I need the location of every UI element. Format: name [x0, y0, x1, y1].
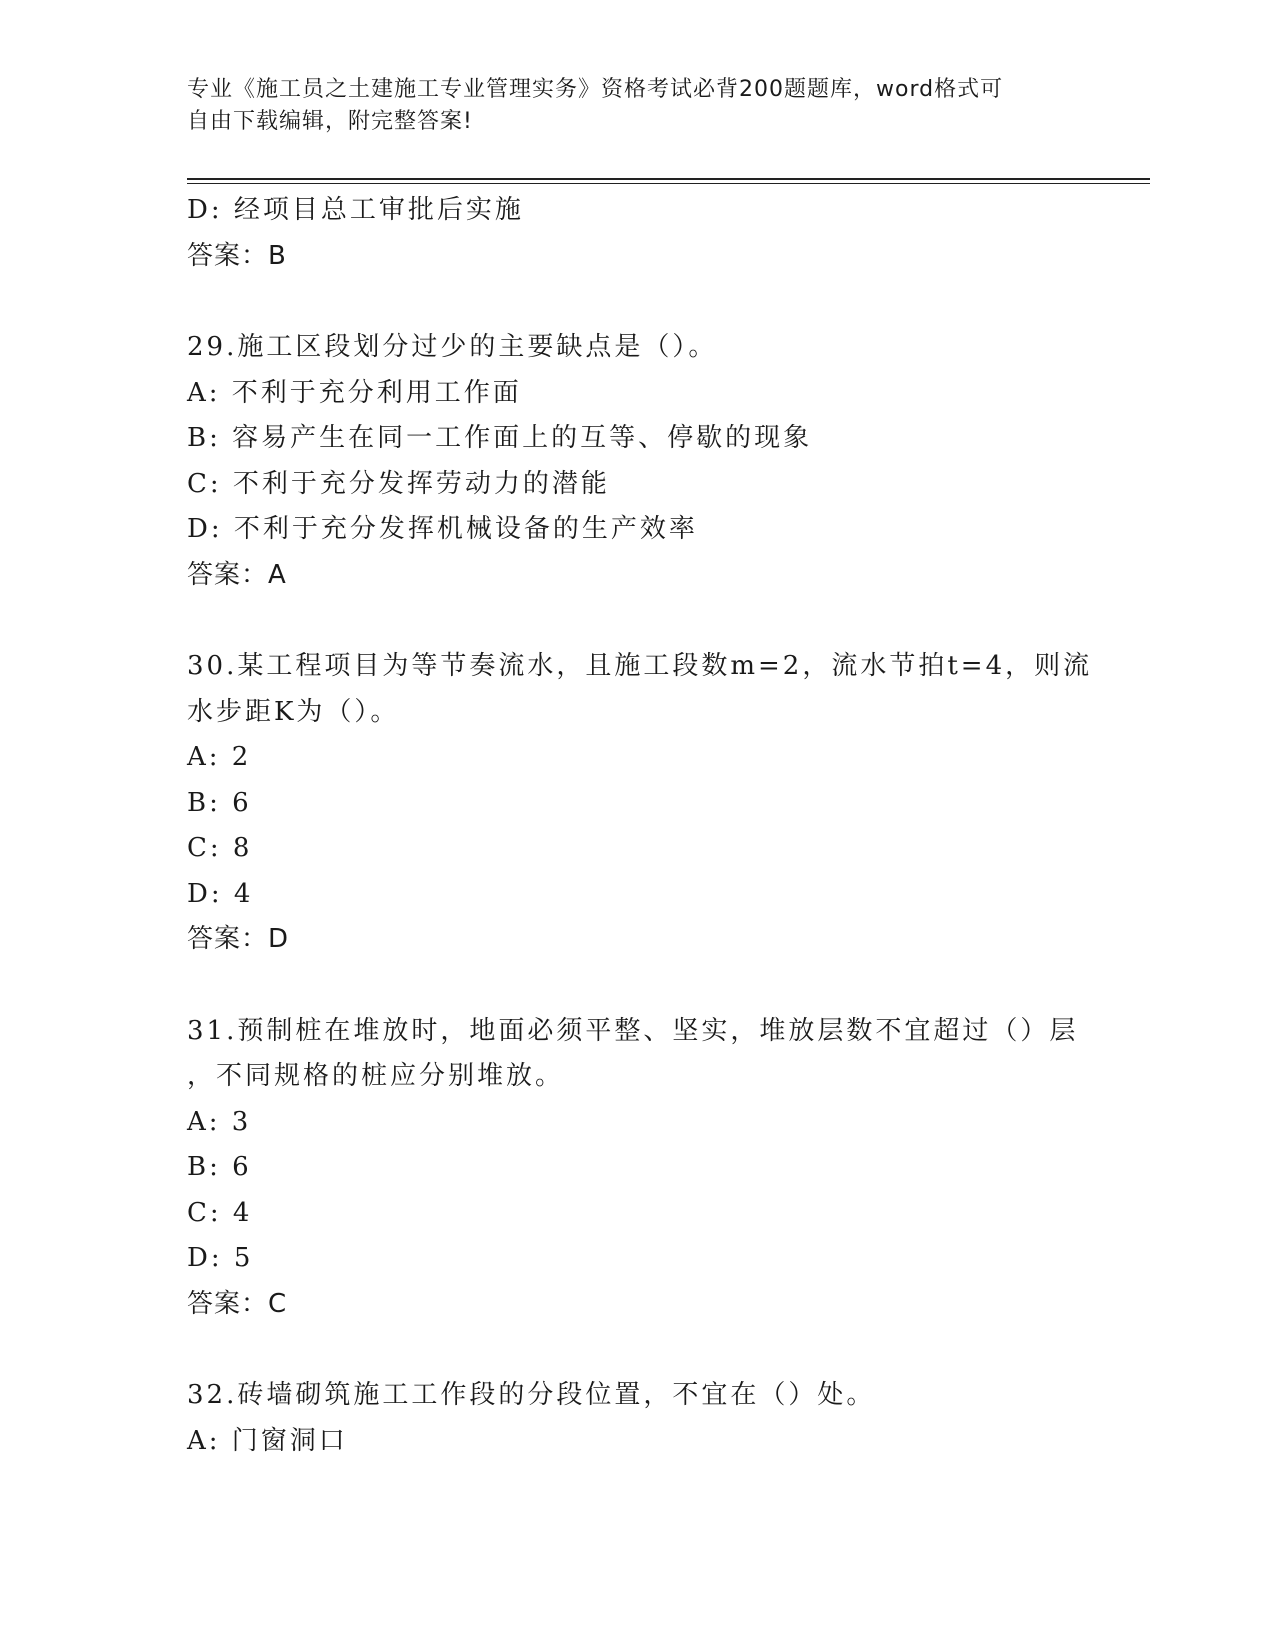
- question-stem-line-2: 水步距K为（）。: [187, 696, 400, 727]
- header-divider-thick: [187, 178, 1150, 180]
- option-d: D: 5: [187, 1243, 254, 1273]
- option-d: D: 4: [187, 878, 254, 909]
- header-line-2: 自由下载编辑，附完整答案!: [187, 109, 473, 134]
- question-stem: 29.施工区段划分过少的主要缺点是（）。: [187, 332, 718, 362]
- spacer: [187, 963, 1087, 1009]
- prev-option-d: D: 经项目总工审批后实施: [187, 195, 524, 225]
- question-32: [187, 1373, 1087, 1464]
- question-30: [187, 644, 1093, 963]
- answer: 答案：D: [187, 924, 290, 954]
- question-stem-line-1: 31.预制桩在堆放时，地面必须平整、坚实，堆放层数不宜超过（）层: [187, 1015, 1079, 1046]
- header-line-1: 专业《施工员之土建施工专业管理实务》资格考试必背200题题库，word格式可: [187, 77, 1004, 102]
- prev-answer: 答案：B: [187, 240, 287, 271]
- option-a: A: 不利于充分利用工作面: [187, 377, 522, 408]
- option-c: C: 8: [187, 833, 253, 863]
- option-a: A: 门窗洞口: [187, 1425, 348, 1456]
- question-stem: 32.砖墙砌筑施工工作段的分段位置，不宜在（）处。: [187, 1380, 876, 1410]
- option-b: B: 容易产生在同一工作面上的互等、停歇的现象: [187, 423, 813, 453]
- question-content: [187, 188, 1093, 1464]
- option-b: B: 6: [187, 1152, 252, 1182]
- spacer: [187, 1327, 1087, 1373]
- header-divider-thin: [187, 183, 1150, 184]
- option-c: C: 不利于充分发挥劳动力的潜能: [187, 468, 610, 499]
- option-a: A: 3: [187, 1106, 252, 1137]
- option-a: A: 2: [187, 742, 252, 772]
- option-c: C: 4: [187, 1197, 253, 1228]
- question-31: [187, 1009, 1087, 1328]
- document-header: [187, 74, 1067, 138]
- question-29: [187, 325, 1087, 598]
- answer: 答案：A: [187, 559, 287, 590]
- option-d: D: 不利于充分发挥机械设备的生产效率: [187, 514, 698, 544]
- question-stem-line-1: 30.某工程项目为等节奏流水，且施工段数m=2，流水节拍t=4，则流: [187, 651, 1093, 681]
- question-stem-line-2: ，不同规格的桩应分别堆放。: [187, 1061, 565, 1091]
- spacer: [187, 279, 1087, 325]
- option-b: B: 6: [187, 787, 252, 818]
- spacer: [187, 598, 1087, 644]
- answer: 答案：C: [187, 1288, 288, 1319]
